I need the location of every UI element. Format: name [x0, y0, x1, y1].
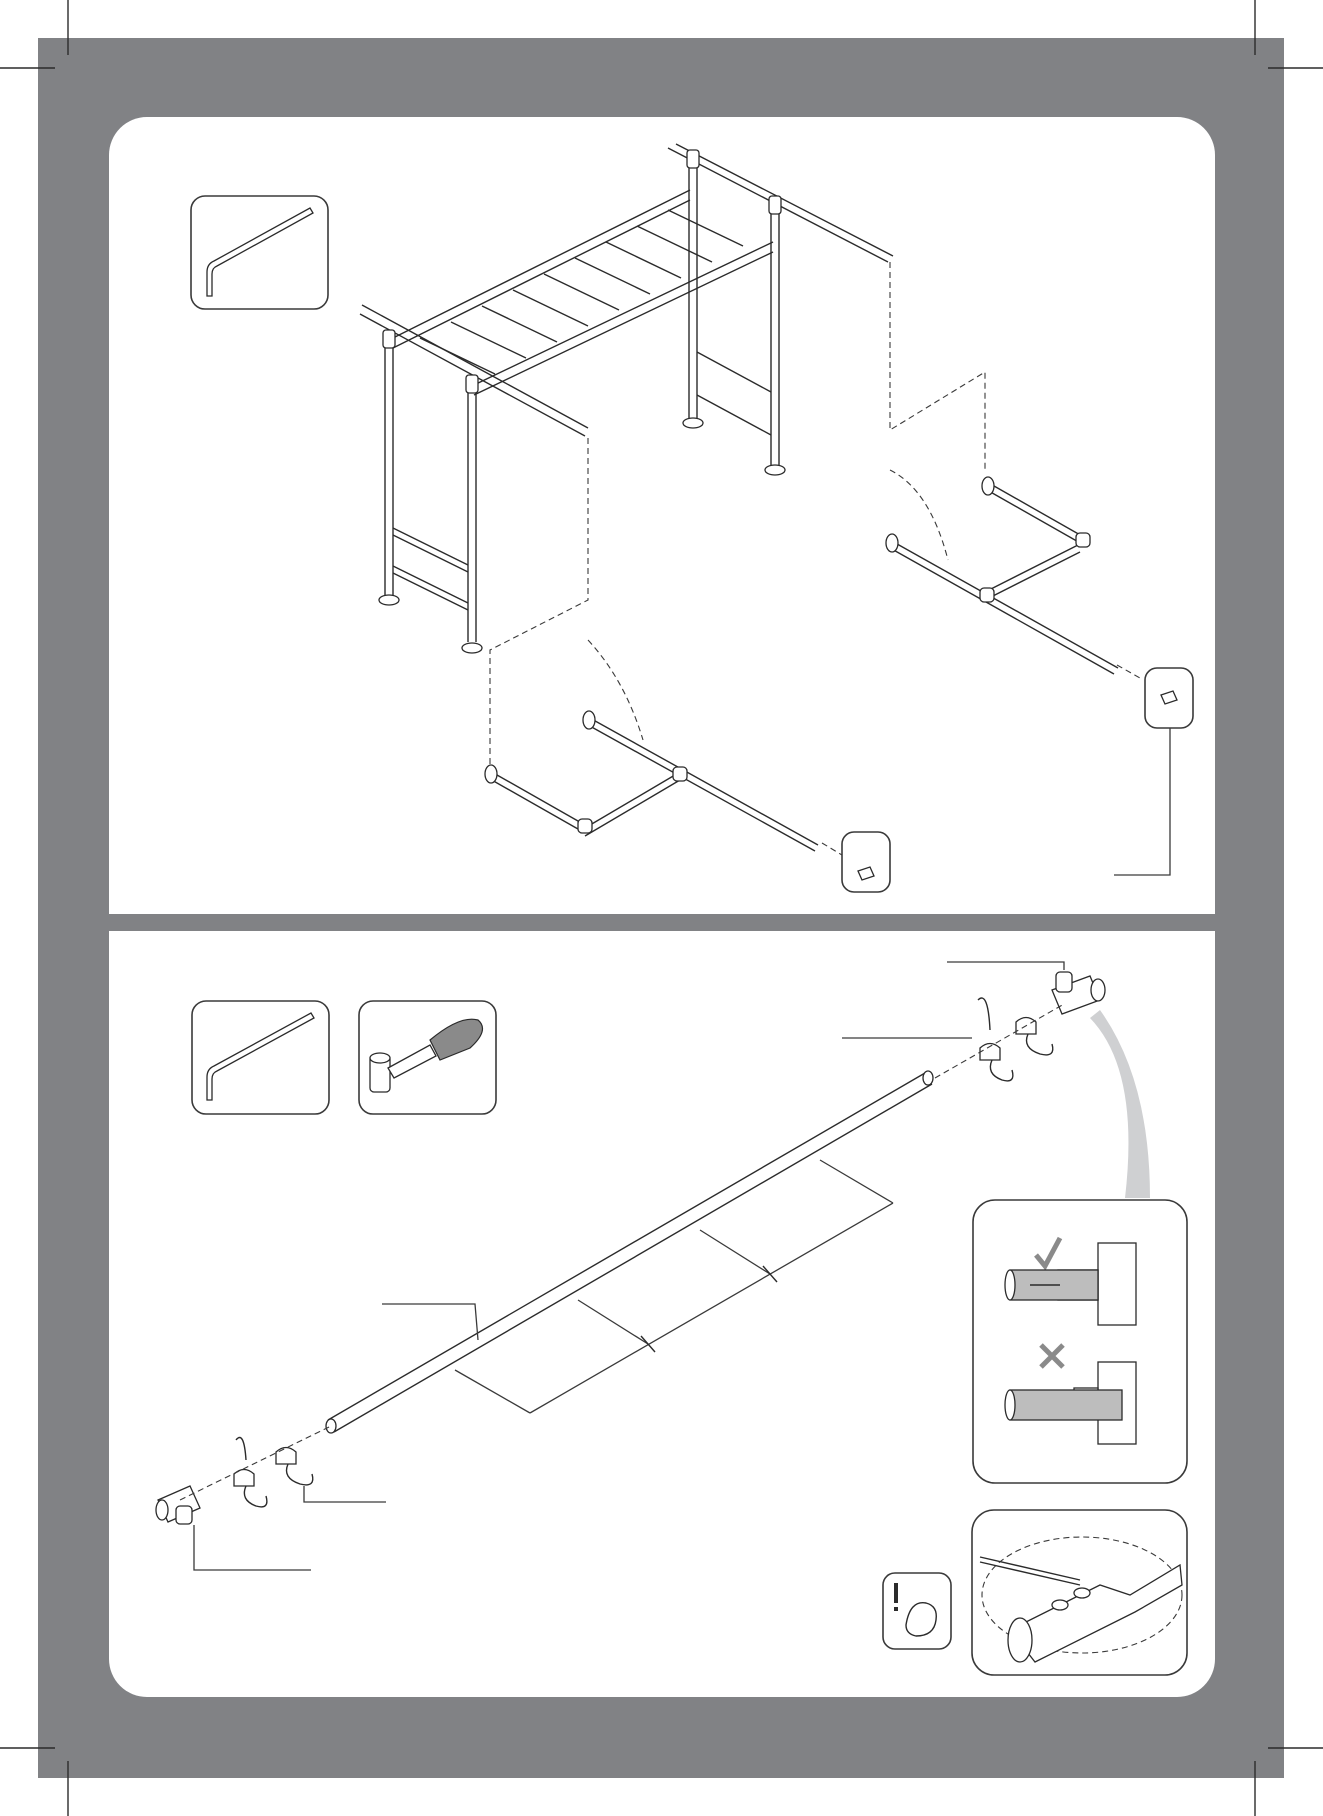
swing-hanger-icon: [234, 1438, 267, 1507]
socket-wrench-icon: [359, 1001, 496, 1114]
insertion-detail-box: [973, 1200, 1187, 1483]
swing-hanger-icon: [1016, 1018, 1053, 1055]
allen-key-icon: [192, 1001, 329, 1114]
swing-hanger-icon: [978, 998, 1013, 1081]
tee-connector-icon: [156, 1486, 311, 1570]
detail-pointer: [1090, 1010, 1150, 1198]
cross-bar-icon: [326, 1071, 933, 1433]
tighten-bolts-detail-icon: [972, 1510, 1187, 1675]
strength-warning-icon: [883, 1573, 951, 1649]
cross-bar-callout-line: [382, 1304, 478, 1340]
swing-hanger-icon: [276, 1448, 386, 1503]
tee-connector-icon: [947, 962, 1105, 1014]
measurement-markers: [455, 1160, 893, 1413]
